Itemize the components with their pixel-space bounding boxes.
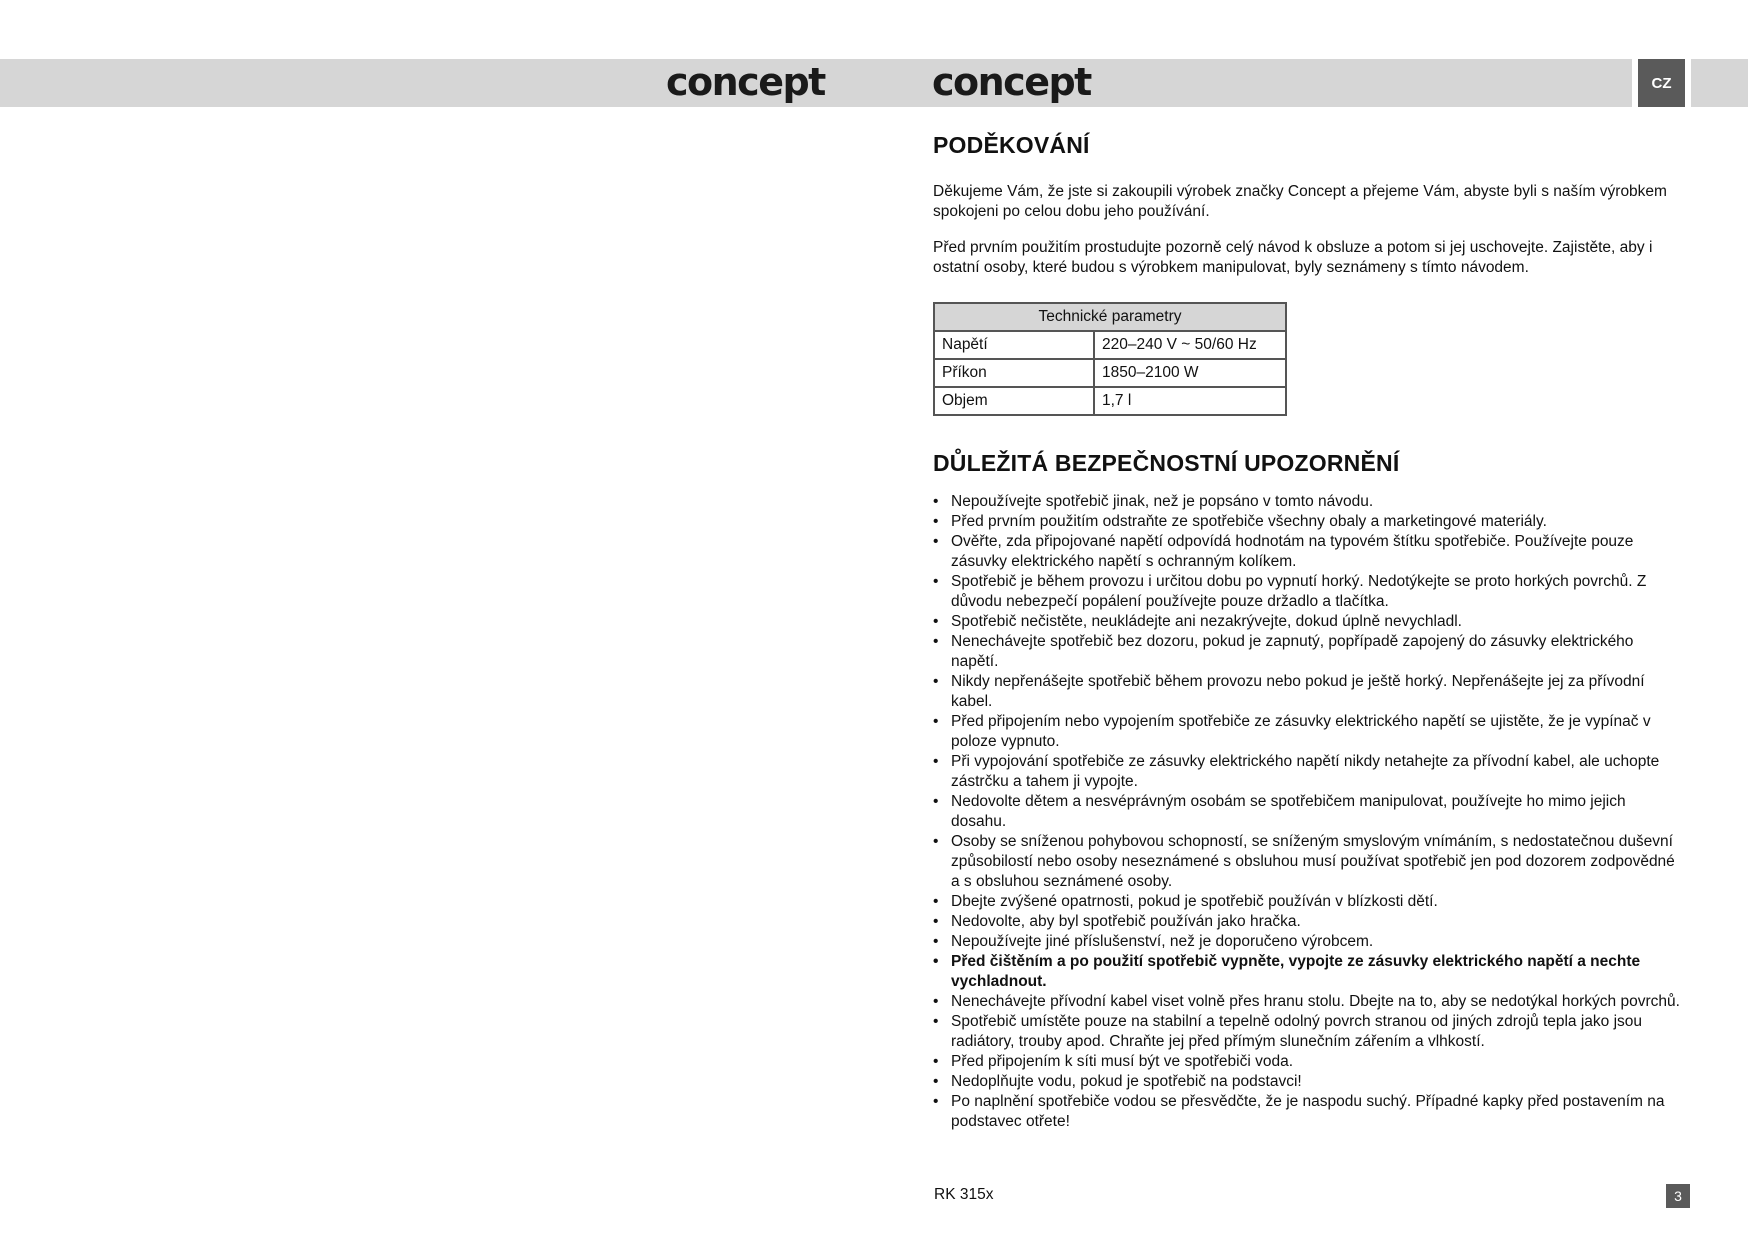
list-item: • Před připojením nebo vypojením spotřebiče ze zásuvky elektrického napětí se ujistěte, že je vypínač v poloze vypnuto. xyxy=(933,712,1685,752)
header-divider xyxy=(1685,59,1691,107)
list-item: • Před připojením k síti musí být ve spotřebiči voda. xyxy=(933,1052,1685,1072)
technical-params-table xyxy=(933,302,1287,416)
table-title: Technické parametry xyxy=(934,303,1286,331)
param-value: 220–240 V ~ 50/60 Hz xyxy=(1094,331,1286,359)
list-item: • Spotřebič je během provozu i určitou dobu po vypnutí horký. Nedotýkejte se proto horkých povrchů. Z důvodu nebezpečí popálení používejte pouze držadlo a tlačítka. xyxy=(933,572,1685,612)
thanks-paragraph: Děkujeme Vám, že jste si zakoupili výrobek značky Concept a přejeme Vám, abyste byli s naším výrobkem spokojeni po celou dobu jeho používání. xyxy=(933,183,1667,220)
list-item: • Nedoplňujte vodu, pokud je spotřebič na podstavci! xyxy=(933,1072,1685,1092)
list-item: • Nepoužívejte jiné příslušenství, než je doporučeno výrobcem. xyxy=(933,932,1685,952)
param-label: Objem xyxy=(934,387,1094,415)
header-bar xyxy=(0,59,1748,107)
param-label: Napětí xyxy=(934,331,1094,359)
list-item: • Nepoužívejte spotřebič jinak, než je popsáno v tomto návodu. xyxy=(933,492,1685,512)
list-item: • Spotřebič umístěte pouze na stabilní a tepelně odolný povrch stranou od jiných zdrojů tepla jako jsou radiátory, trouby apod. Chraňte jej před přímým slunečním zářením a vlhkostí. xyxy=(933,1012,1685,1052)
thanks-paragraph: Před prvním použitím prostudujte pozorně celý návod k obsluze a potom si jej uschovejte. Zajistěte, aby i ostatní osoby, které budou s výrobkem manipulovat, byly seznámeny s tímto návodem. xyxy=(933,239,1653,276)
list-item: • Ověřte, zda připojované napětí odpovídá hodnotám na typovém štítku spotřebiče. Používejte pouze zásuvky elektrického napětí s ochranným kolíkem. xyxy=(933,532,1685,572)
param-value: 1,7 l xyxy=(1094,387,1286,415)
list-item: • Nikdy nepřenášejte spotřebič během provozu nebo pokud je ještě horký. Nepřenášejte jej za přívodní kabel. xyxy=(933,672,1685,712)
safety-list xyxy=(933,492,1685,1132)
list-item: • Po naplnění spotřebiče vodou se přesvědčte, že je naspodu suchý. Případné kapky před postavením na podstavec otřete! xyxy=(933,1092,1685,1132)
param-label: Příkon xyxy=(934,359,1094,387)
table-row xyxy=(934,387,1286,415)
list-item: • Osoby se sníženou pohybovou schopností, se sníženým smyslovým vnímáním, s nedostatečnou duševní způsobilostí nebo osoby neseznámené s obsluhou musí používat spotřebič jen pod dozorem zodpovědné a s obsluhou seznámené osoby. xyxy=(933,832,1685,892)
safety-title: DŮLEŽITÁ BEZPEČNOSTNÍ UPOZORNĚNÍ xyxy=(933,450,1400,476)
page-number: 3 xyxy=(1666,1184,1690,1208)
list-item: • Nenechávejte spotřebič bez dozoru, pokud je zapnutý, popřípadě zapojený do zásuvky elektrického napětí. xyxy=(933,632,1685,672)
thanks-title: PODĚKOVÁNÍ xyxy=(933,132,1090,158)
list-item: • Před prvním použitím odstraňte ze spotřebiče všechny obaly a marketingové materiály. xyxy=(933,512,1685,532)
page-content xyxy=(933,130,1685,1132)
language-badge: CZ xyxy=(1638,59,1685,107)
list-item: • Nedovolte dětem a nesvéprávným osobám se spotřebičem manipulovat, používejte ho mimo jejich dosahu. xyxy=(933,792,1685,832)
list-item: • Při vypojování spotřebiče ze zásuvky elektrického napětí nikdy netahejte za přívodní kabel, ale uchopte zástrčku a tahem ji vypojte. xyxy=(933,752,1685,792)
list-item: • Spotřebič nečistěte, neukládejte ani nezakrývejte, dokud úplně nevychladl. xyxy=(933,612,1685,632)
brand-logo-right: concept xyxy=(932,60,1091,104)
param-value: 1850–2100 W xyxy=(1094,359,1286,387)
list-item-warning: • Před čištěním a po použití spotřebič vypněte, vypojte ze zásuvky elektrického napětí a nechte vychladnout. xyxy=(933,952,1685,992)
brand-logo-left: concept xyxy=(666,60,825,104)
list-item: • Nenechávejte přívodní kabel viset volně přes hranu stolu. Dbejte na to, aby se nedotýkal horkých povrchů. xyxy=(933,992,1685,1012)
table-row xyxy=(934,331,1286,359)
list-item: • Nedovolte, aby byl spotřebič používán jako hračka. xyxy=(933,912,1685,932)
table-row xyxy=(934,359,1286,387)
list-item: • Dbejte zvýšené opatrnosti, pokud je spotřebič používán v blízkosti dětí. xyxy=(933,892,1685,912)
model-number: RK 315x xyxy=(934,1186,994,1203)
